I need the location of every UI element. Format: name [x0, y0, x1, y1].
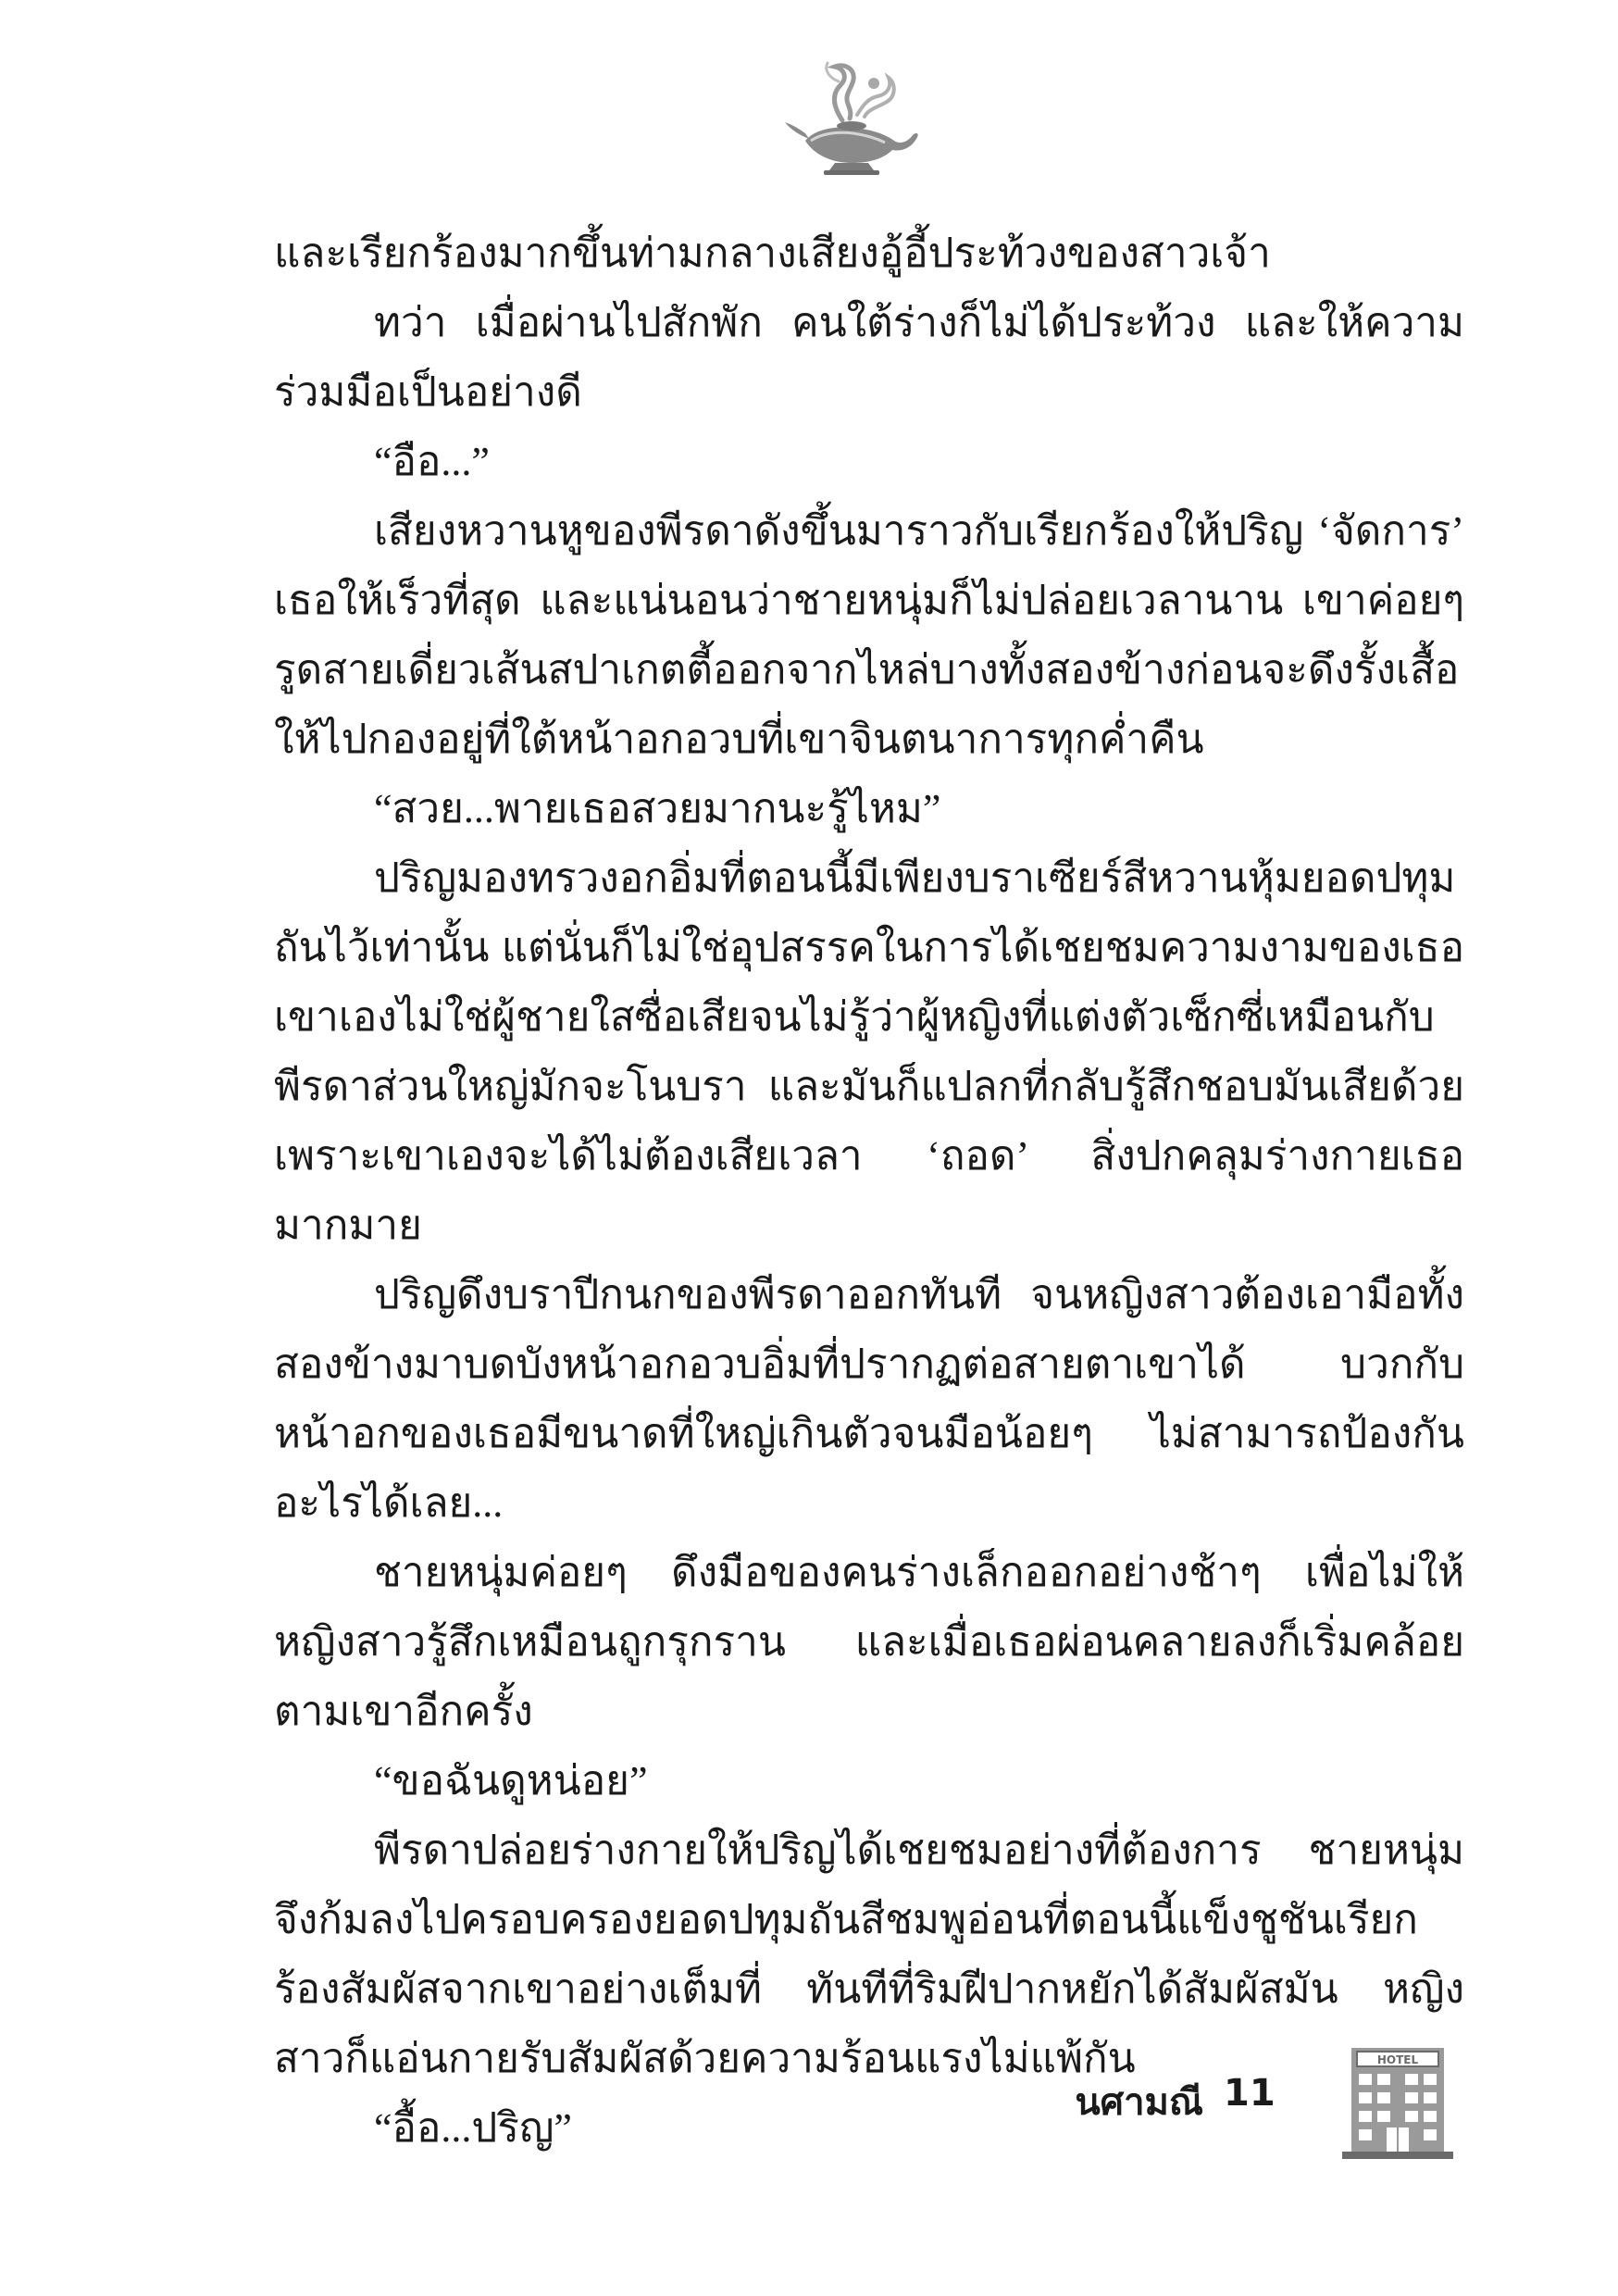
- page-number: 11: [1224, 2072, 1276, 2115]
- paragraph: และเรียกร้องมากขึ้นท่ามกลางเสียงอู้อี้ประท้วงของสาวเจ้า: [274, 231, 1271, 276]
- hotel-building-icon: [1342, 2046, 1453, 2159]
- hotel-sign: HOTEL: [1376, 2053, 1419, 2066]
- paragraph: “ขอฉันดูหน่อย”: [374, 1758, 648, 1803]
- paragraph: ปริญดึงบราปีกนกของพีรดาออกทันที จนหญิงสาวต้องเอามือทั้งสองข้างมาบดบังหน้าอกอวบอิ่มที่ปรากฏต่อสายตาเขาได้ บวกกับหน้าอกของเธอมีขนาดที่ใหญ่เกินตัวจนมือน้อยๆ ไม่สามารถป้องกันอะไรได้เลย...: [274, 1272, 1464, 1526]
- footer-author: นศามณี: [1075, 2081, 1203, 2124]
- paragraph: “อือ...”: [374, 439, 490, 484]
- paragraph: ทว่า เมื่อผ่านไปสักพัก คนใต้ร่างก็ไม่ได้ประท้วง และให้ความร่วมมือเป็นอย่างดี: [274, 300, 1464, 415]
- paragraph: พีรดาปล่อยร่างกายให้ปริญได้เชยชมอย่างที่ต้องการ ชายหนุ่มจึงก้มลงไปครอบครองยอดปทุมถันสีชมพูอ่อนที่ตอนนี้แข็งชูชันเรียกร้องสัมผัสจากเขาอย่างเต็มที่ ทันทีที่ริมฝีปากหยักได้สัมผัสมัน หญิงสาวก็แอ่นกายรับสัมผัสด้วยความร้อนแรงไม่แพ้กัน: [274, 1828, 1464, 2081]
- paragraph: ปริญมองทรวงอกอิ่มที่ตอนนี้มีเพียงบราเซียร์สีหวานหุ้มยอดปทุมถันไว้เท่านั้น แต่นั่นก็ไม่ใช่อุปสรรคในการได้เชยชมความงามของเธอ เขาเองไม่ใช่ผู้ชายใสซื่อเสียจนไม่รู้ว่าผู้หญิงที่แต่งตัวเซ็กซี่เหมือนกับพีรดาส่วนใหญ่มักจะโนบรา และมันก็แปลกที่กลับรู้สึกชอบมันเสียด้วย เพราะเขาเองจะได้ไม่ต้องเสียเวลา ‘ถอด’ สิ่งปกคลุมร่างกายเธอมากมาย: [274, 855, 1464, 1248]
- body-text: [274, 218, 1464, 2163]
- paragraph: ชายหนุ่มค่อยๆ ดึงมือของคนร่างเล็กออกอย่างช้าๆ เพื่อไม่ให้หญิงสาวรู้สึกเหมือนถูกรุกราน และเมื่อเธอผ่อนคลายลงก็เริ่มคล้อยตามเขาอีกครั้ง: [274, 1550, 1464, 1734]
- paragraph: “อื้อ...ปริญ”: [374, 2105, 572, 2151]
- genie-lamp-icon: [778, 56, 926, 176]
- paragraph: “สวย...พายเธอสวยมากนะรู้ไหม”: [374, 786, 941, 831]
- paragraph: เสียงหวานหูของพีรดาดังขึ้นมาราวกับเรียกร้องให้ปริญ ‘จัดการ’ เธอให้เร็วที่สุด และแน่นอนว่าชายหนุ่มก็ไม่ปล่อยเวลานาน เขาค่อยๆ รูดสายเดี่ยวเส้นสปาเกตตี้ออกจากไหล่บางทั้งสองข้างก่อนจะดึงรั้งเสื้อให้ไปกองอยู่ที่ใต้หน้าอกอวบที่เขาจินตนาการทุกค่ำคืน: [274, 508, 1464, 762]
